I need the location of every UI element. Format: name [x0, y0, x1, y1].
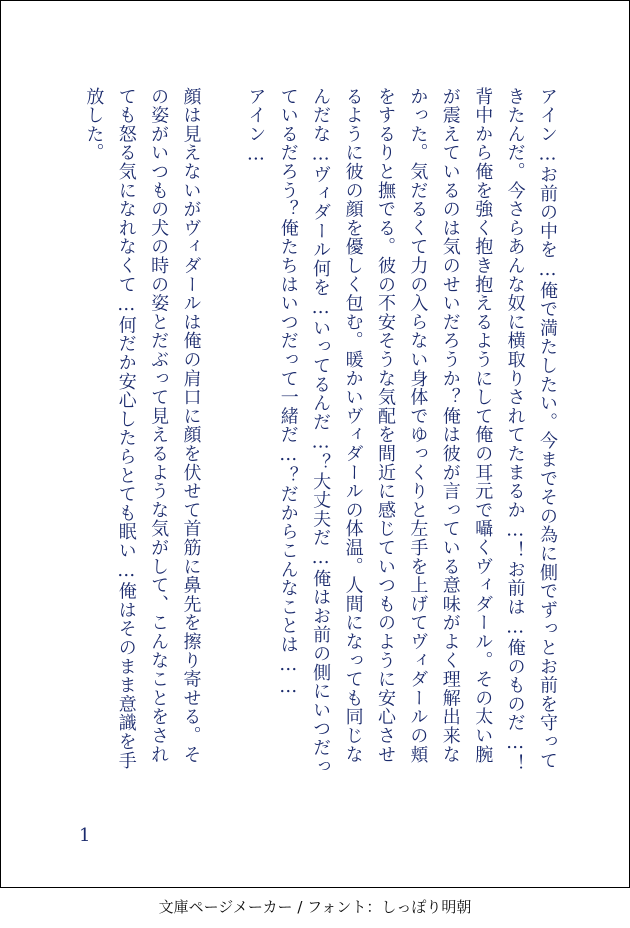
text-line: アイン…お前の中を…俺で満たしたい。今までその為に側でずっとお前を守って [537, 87, 558, 770]
text-line: ているだろう？俺たちはいつだって一緒だ…？だからこんなことは…… [277, 87, 299, 698]
text-line: アイン… [245, 87, 267, 166]
text-line: の姿がいつもの犬の時の姿とだぶって見えるような気がして、こんなことをされ [148, 87, 170, 764]
vertical-text-body [73, 87, 563, 827]
text-line: 背中から俺を強く抱き抱えるようにして俺の耳元で囁くヴィダール。その太い腕 [472, 87, 494, 764]
text-line: が震えているのは気のせいだろうか？俺は彼が言っている意味がよく理解出来な [439, 87, 461, 764]
text-line: きたんだ。今さらあんな奴に横取りされてたまるか…！お前は…俺のものだ…！ [504, 87, 526, 773]
blank-line [207, 87, 239, 827]
text-line: 顔は見えないがヴィダールは俺の肩口に顔を伏せて首筋に鼻先を擦り寄せる。そ [180, 87, 202, 764]
text-line: んだな…ヴィダール何を…いってるんだ…？大丈夫だ…俺はお前の側にいつだっ [310, 87, 332, 776]
text-line: をするりと撫でる。彼の不安そうな気配を間近に感じていつものように安心させ [374, 87, 396, 764]
text-line: ても怒る気になれなくて…何だか安心したらとても眠い…俺はそのまま意識を手 [115, 87, 137, 770]
text-line: 放した。 [83, 87, 105, 163]
text-line: かった。気だるくて力の入らない身体でゆっくりと左手を上げてヴィダールの頬 [407, 87, 429, 764]
text-line: るように彼の顔を優しく包む。暖かいヴィダールの体温。人間になっても同じな [342, 87, 364, 764]
footer-credit: 文庫ページメーカー / フォント：しっぽり明朝 [158, 898, 472, 916]
page-number: 1 [79, 825, 91, 846]
